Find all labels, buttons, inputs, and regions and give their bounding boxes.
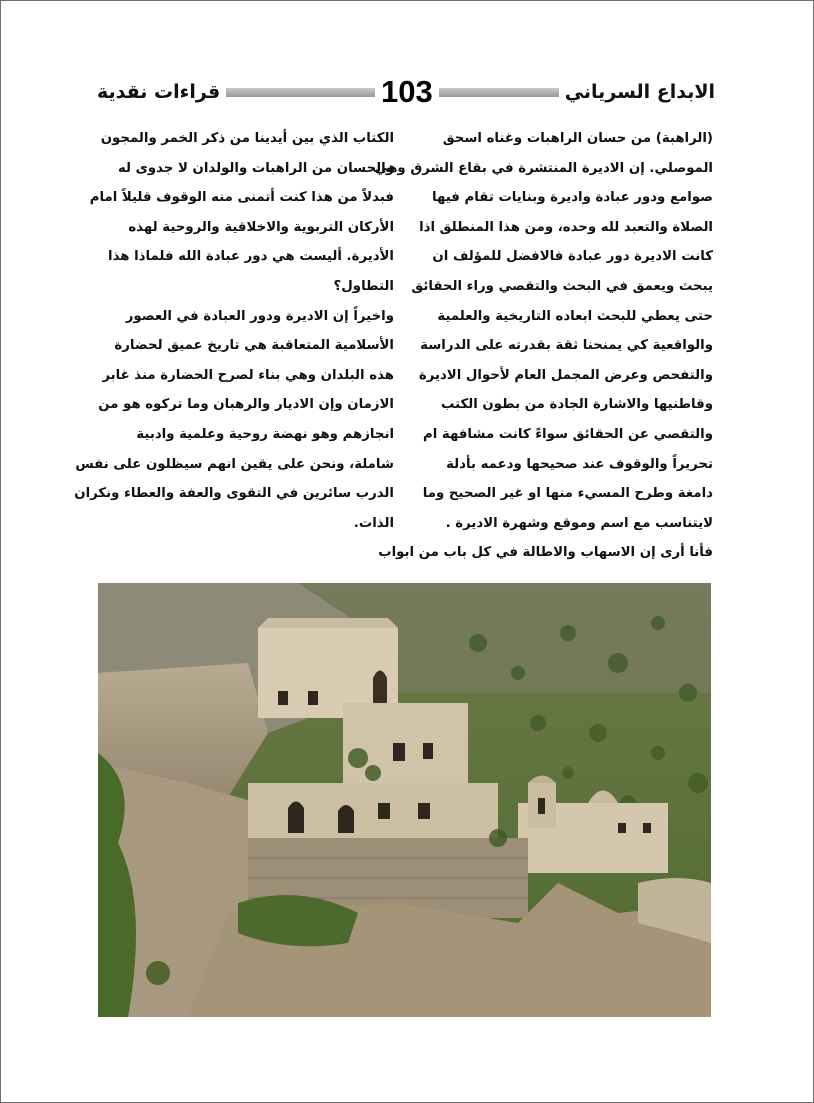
page-number: 103 — [375, 74, 439, 110]
text-line: الازمان وإن الاديار والرهبان وما تركوه هو من — [98, 397, 394, 413]
section-title: قراءات نقدية — [95, 78, 226, 106]
monastery-photo — [98, 583, 711, 1017]
text-line: (الراهبة) من حسان الراهبات وغناه اسحق — [442, 131, 713, 146]
running-header — [95, 76, 717, 108]
text-line: والتفحص وعرض المجمل العام لأحوال الاديرة — [418, 367, 713, 383]
text-line: صوامع ودور عبادة واديرة وبنايات تقام فيها — [431, 190, 713, 206]
text-line: والحسان من الراهبات والولدان لا جدوى له — [117, 160, 394, 176]
text-line: الدرب سائرين في التقوى والعفة والعطاء ونكران — [74, 486, 394, 502]
text-line: دامغة وطرح المسيء منها او غير الصحيح وما — [422, 486, 713, 502]
text-line: والتقصي عن الحقائق سواءً كانت مشافهة ام — [422, 426, 713, 442]
photo-illustration — [98, 583, 711, 1017]
text-line: وقاطنيها والاشارة الجادة من بطون الكتب — [441, 397, 713, 413]
text-line: الموصلي. إن الاديرة المنتشرة في بقاع الشرق وهي — [374, 160, 713, 176]
text-line: فبدلاً من هذا كنت أتمنى منه الوقوف قليلاً امام — [89, 190, 394, 206]
text-line: الصلاة والتعبد لله وحده، ومن هذا المنطلق اذا — [419, 219, 713, 235]
text-line: والواقعية كي يمنحنا ثقة بقدرته على الدراسة — [420, 338, 713, 354]
text-line: واخيراً إن الاديرة ودور العبادة في العصور — [125, 308, 394, 324]
text-line: الأسلامية المتعاقبة هي تاريخ عميق لحضارة — [114, 338, 394, 354]
text-line: فأنا أرى إن الاسهاب والاطالة في كل باب من ابواب — [378, 545, 713, 561]
text-line: شاملة، ونحن على يقين انهم سيظلون على نفس — [75, 456, 394, 472]
text-line: كانت الاديرة دور عبادة فالافضل للمؤلف ان — [432, 249, 713, 265]
text-line: هذه البلدان وهي بناء لصرح الحضارة منذ غابر — [102, 367, 394, 383]
magazine-title: الابداع السرياني — [559, 78, 717, 106]
text-column-left — [74, 124, 394, 538]
text-line: التطاول؟ — [333, 278, 394, 294]
text-line: لايتناسب مع اسم وموقع وشهرة الاديرة . — [445, 515, 713, 531]
text-line: حتى يعطي للبحث ابعاده التاريخية والعلمية — [437, 308, 713, 324]
text-line: الكتاب الذي بين أيدينا من ذكر الخمر والمجون — [100, 131, 394, 146]
text-line: الأديرة. أليست هي دور عبادة الله فلماذا هذا — [108, 249, 394, 265]
text-line: الأركان التربوية والاخلاقية والروحية لهذه — [128, 219, 394, 235]
text-line: تحريراً والوقوف عند صحيحها ودعمه بأدلة — [446, 456, 713, 472]
text-line: يبحث ويعمق في البحث والتقصي وراء الحقائق — [411, 278, 713, 294]
text-line: الذات. — [353, 515, 394, 531]
text-line: انجازهم وهو نهضة روحية وعلمية وادبية — [136, 426, 394, 442]
text-column-right — [374, 124, 713, 568]
